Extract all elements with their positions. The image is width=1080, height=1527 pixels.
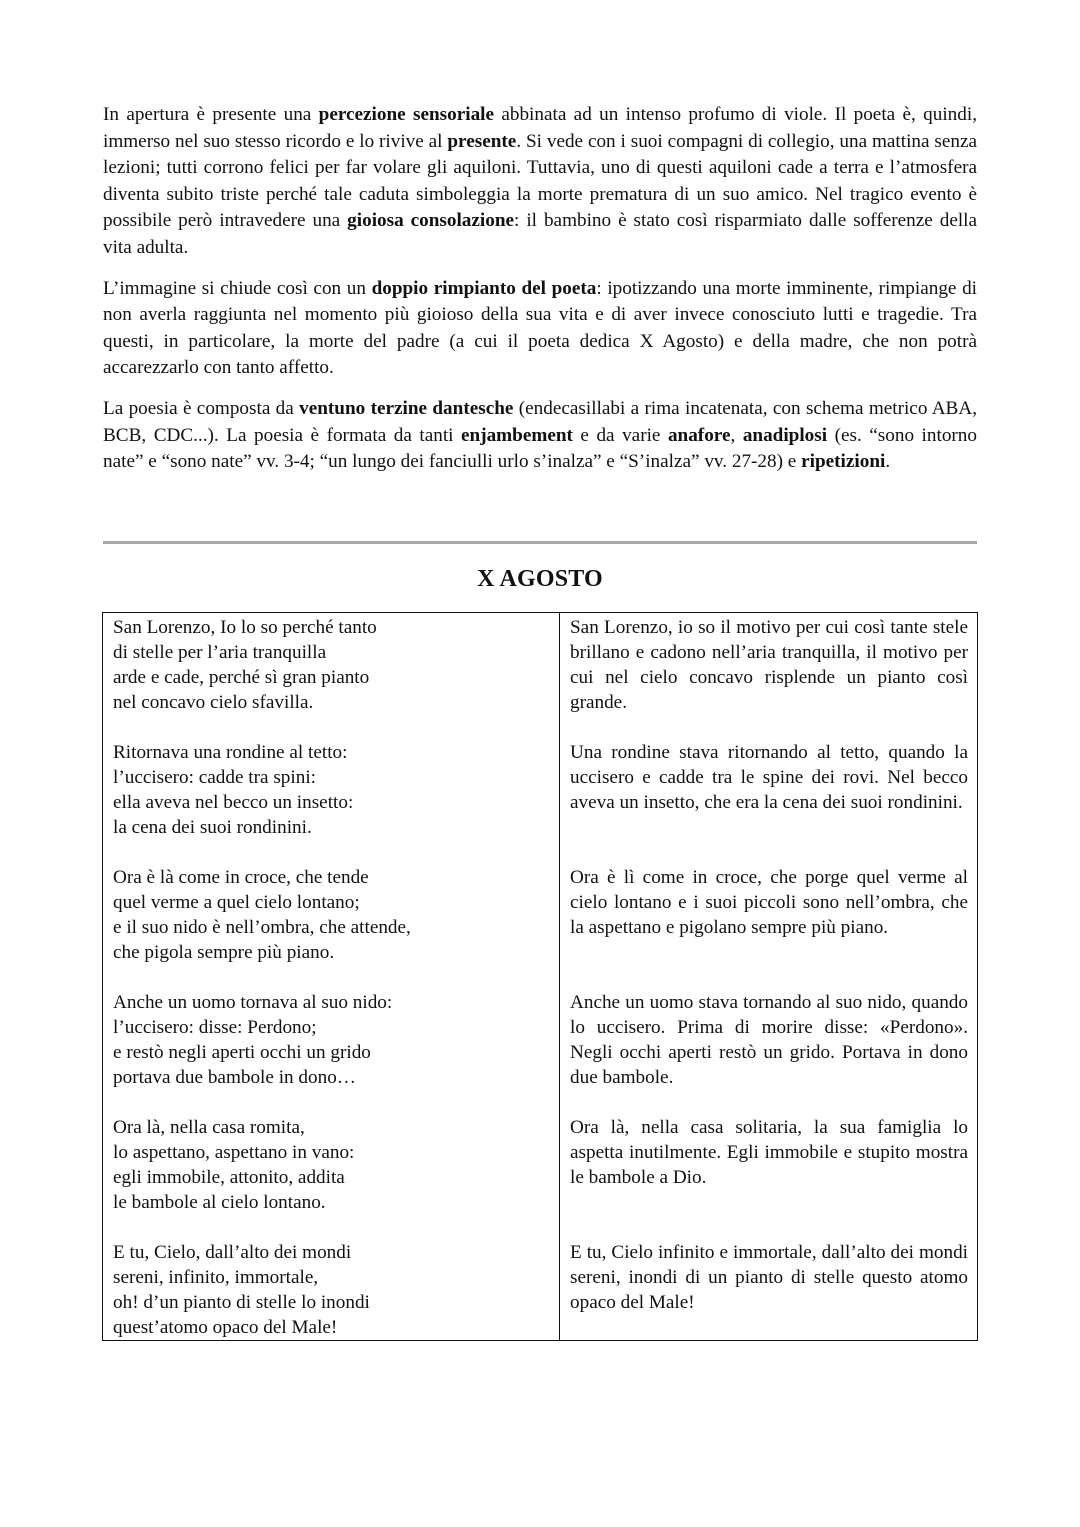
verse-line: Anche un uomo tornava al suo nido: [113,992,393,1013]
text-run: . [885,451,891,473]
text-run: : il bambino è stato così risparmiato dalle sofferenze della vita adulta. [103,210,978,258]
paraphrase-stanza-5: Ora là, nella casa solitaria, la sua famiglia lo aspetta inutilmente. Egli immobile e stupito mostra le bambole a Dio. [570,1117,968,1188]
paraphrase-stanza-1: San Lorenzo, io so il motivo per cui così tante stele brillano e cadono nell’aria tranquilla, il motivo per cui nel cielo concavo risplende un pianto così grande. [570,617,968,713]
verse-line: e restò negli aperti occhi un grido [113,1042,371,1063]
bold-phrase: ventuno terzine dantesche [299,397,514,419]
section-divider [103,541,977,544]
bold-phrase: presente [447,130,517,152]
verse-line: oh! d’un pianto di stelle lo inondi [113,1292,370,1313]
intro-paragraph-3 [103,396,977,476]
verse-line: quel verme a quel cielo lontano; [113,892,360,913]
verse-line: lo aspettano, aspettano in vano: [113,1142,355,1163]
bold-phrase: doppio rimpianto del poeta [371,277,597,299]
intro-paragraph-1 [103,102,977,262]
poem-title: X AGOSTO [477,566,603,592]
text-run: La poesia è composta da [103,397,300,419]
verse-line: ella aveva nel becco un insetto: [113,792,354,813]
text-run: abbinata ad un intenso profumo di viole. Il poeta è, quindi, immerso nel suo stesso ricordo e lo rivive al [103,104,977,152]
original-stanza-2 [113,740,550,865]
text-run: L’immagine si chiude così con un [103,277,372,299]
bold-phrase: ripetizioni [801,451,886,473]
paraphrase-stanza-2: Una rondine stava ritornando al tetto, quando la uccisero e cadde tra le spine dei rovi. Nel becco aveva un insetto, che era la cena dei suoi rondinini. [570,742,968,813]
text-run: : ipotizzando una morte imminente, rimpiange di non averla raggiunta nel momento più gioioso della sua vita e di aver invece conosciuto lutti e tragedie. Tra questi, in particolare, la morte del padre (a cui il poeta dedica X Agosto) e della madre, che non potrà accarezzarlo con tanto affetto. [103,277,977,379]
original-stanza-5 [113,1115,550,1240]
verse-line: portava due bambole in dono… [113,1067,356,1088]
original-text-column [103,613,560,1341]
poem-table [102,612,978,1341]
text-run: . Si vede con i suoi compagni di collegio, una mattina senza lezioni; tutti corrono felici per far volare gli aquiloni. Tuttavia, uno di questi aquiloni cade a terra e l’atmosfera diventa subito triste perché tale caduta simboleggia la morte prematura di un suo amico. Nel tragico evento è possibile però intravedere una [103,130,977,232]
verse-line: di stelle per l’aria tranquilla [113,642,327,663]
verse-line: e il suo nido è nell’ombra, che attende, [113,917,411,938]
verse-line: San Lorenzo, Io lo so perché tanto [113,617,377,638]
verse-line: sereni, infinito, immortale, [113,1267,319,1288]
verse-line: quest’atomo opaco del Male! [113,1317,338,1338]
verse-line: Ora là, nella casa romita, [113,1117,305,1138]
bold-phrase: gioiosa consolazione [347,210,515,232]
original-stanza-4 [113,990,550,1115]
paraphrase-column [560,613,978,1341]
verse-line: che pigola sempre più piano. [113,942,335,963]
verse-line: Ora è là come in croce, che tende [113,867,369,888]
intro-paragraph-2 [103,276,977,382]
text-run: In apertura è presente una [103,104,319,125]
verse-line: la cena dei suoi rondinini. [113,817,312,838]
bold-phrase: enjambement [461,424,573,446]
verse-line: arde e cade, perché sì gran pianto [113,667,370,688]
bold-phrase: anadiplosi [742,424,828,446]
bold-phrase: anafore [667,424,731,446]
text-run: e da varie [572,424,668,446]
text-run: (endecasillabi a rima incatenata, con schema metrico ABA, BCB, CDC...). La poesia è formata da tanti [103,397,978,446]
original-stanza-3 [113,865,550,990]
verse-line: nel concavo cielo sfavilla. [113,692,314,713]
verse-line: le bambole al cielo lontano. [113,1192,326,1213]
text-run: , [730,424,743,446]
paraphrase-stanza-3: Ora è lì come in croce, che porge quel verme al cielo lontano e i suoi piccoli sono nell’ombra, che la aspettano e pigolano sempre più piano. [570,867,968,938]
verse-line: E tu, Cielo, dall’alto dei mondi [113,1242,352,1263]
bold-phrase: percezione sensoriale [318,104,495,125]
verse-line: Ritornava una rondine al tetto: [113,742,348,763]
paraphrase-stanza-6: E tu, Cielo infinito e immortale, dall’alto dei mondi sereni, inondi di un pianto di stelle questo atomo opaco del Male! [570,1242,968,1313]
text-run: (es. “sono intorno nate” e “sono nate” vv. 3-4; “un lungo dei fanciulli urlo s’inalza” e “S’inalza” vv. 27-28) e [103,424,977,473]
original-stanza-1 [113,615,550,740]
poem-row [103,613,978,1341]
verse-line: l’uccisero: disse: Perdono; [113,1017,317,1038]
verse-line: l’uccisero: cadde tra spini: [113,767,316,788]
paraphrase-stanza-4: Anche un uomo stava tornando al suo nido, quando lo uccisero. Prima di morire disse: «Perdono». Negli occhi aperti restò un grido. Portava in dono due bambole. [570,992,968,1088]
verse-line: egli immobile, attonito, addita [113,1167,345,1188]
intro-section [103,102,977,490]
original-stanza-6 [113,1240,550,1340]
